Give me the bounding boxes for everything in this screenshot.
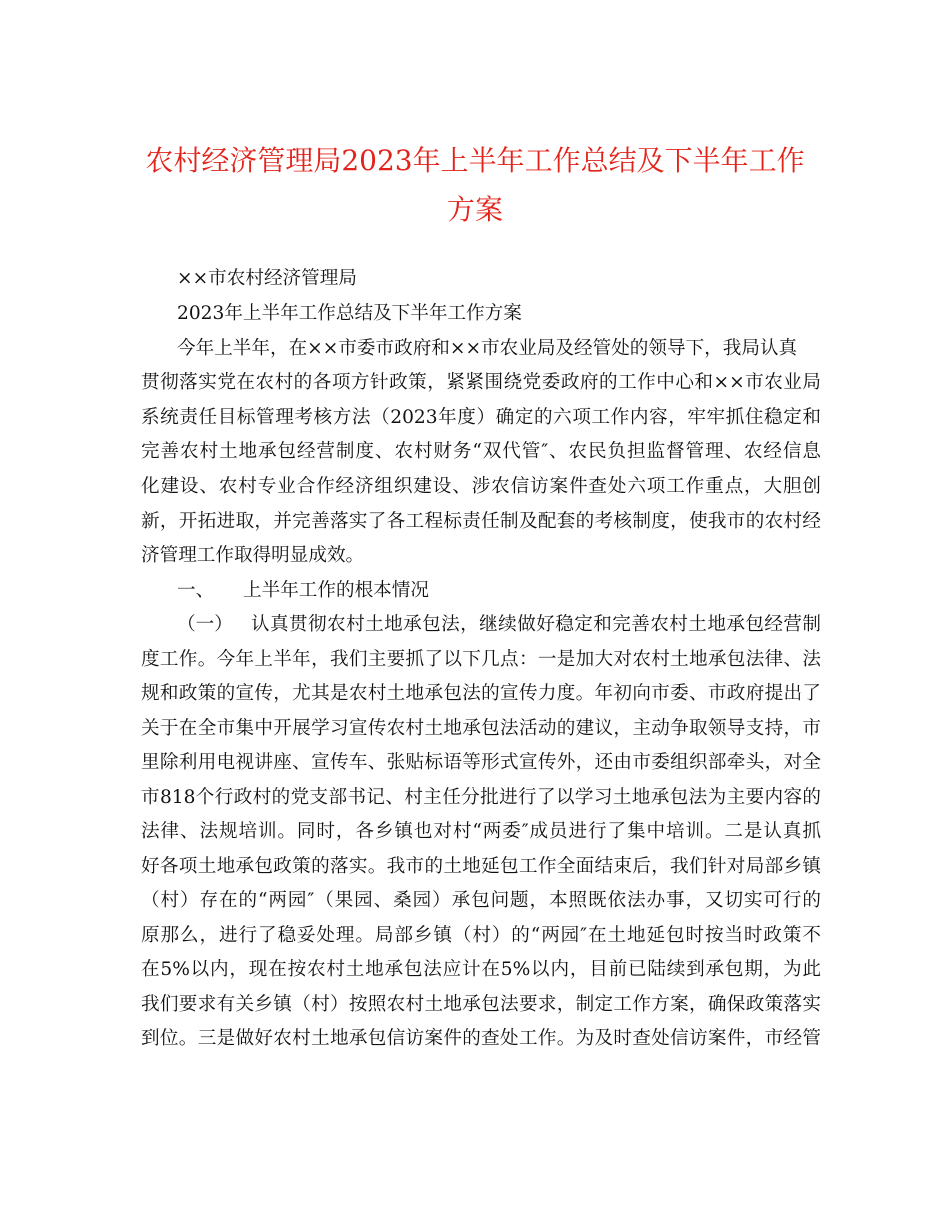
intro-line: 完善农村土地承包经营制度、农村财务“双代管″、农民负担监督管理、农经信息 (141, 441, 821, 462)
paragraph-line: 市818个行政村的党支部书记、村主任分批进行了以学习土地承包法为主要内容的 (141, 787, 821, 808)
paragraph-line: 关于在全市集中开展学习宣传农村土地承包法活动的建议，主动争取领导支持，市 (141, 718, 821, 739)
intro-line: 化建设、农村专业合作经济组织建设、涉农信访案件查处六项工作重点，大胆创 (141, 476, 821, 497)
org-name: ××市农村经济管理局 (177, 268, 357, 289)
intro-line: 系统责任目标管理考核方法（2023年度）确定的六项工作内容，牢牢抓住稳定和 (141, 407, 821, 428)
subsection-1-first-line: 认真贯彻农村土地承包法，继续做好稳定和完善农村土地承包经营制 (251, 614, 821, 635)
paragraph-line: 法律、法规培训。同时，各乡镇也对村“两委″成员进行了集中培训。二是认真抓 (141, 821, 821, 842)
intro-line: 今年上半年，在××市委市政府和××市农业局及经管处的领导下，我局认真 (177, 338, 798, 359)
paragraph-line: 到位。三是做好农村土地承包信访案件的查处工作。为及时查处信访案件，市经管 (141, 1028, 821, 1049)
document-title-line-2: 方案 (446, 193, 503, 226)
section-1-number: 一、 (177, 580, 215, 601)
paragraph-line: 好各项土地承包政策的落实。我市的土地延包工作全面结束后，我们针对局部乡镇 (141, 856, 821, 877)
paragraph-line: （村）存在的“两园″（果园、桑园）承包问题，本照既依法办事，又切实可行的 (141, 890, 821, 911)
document-title-line-1: 农村经济管理局2023年上半年工作总结及下半年工作 (145, 144, 805, 177)
paragraph-line: 原那么，进行了稳妥处理。局部乡镇（村）的“两园″在土地延包时按当时政策不 (141, 925, 821, 946)
doc-subtitle: 2023年上半年工作总结及下半年工作方案 (177, 303, 522, 324)
intro-line: 济管理工作取得明显成效。 (141, 545, 365, 566)
paragraph-line: 里除利用电视讲座、宣传车、张贴标语等形式宣传外，还由市委组织部牵头，对全 (141, 752, 821, 773)
intro-line: 贯彻落实党在农村的各项方针政策，紧紧围绕党委政府的工作中心和××市农业局 (141, 372, 821, 393)
subsection-1-number: （一） (177, 614, 233, 635)
paragraph-line: 在5%以内，现在按农村土地承包法应计在5%以内，目前已陆续到承包期，为此 (141, 959, 821, 980)
section-1-title: 上半年工作的根本情况 (243, 580, 429, 601)
paragraph-line: 度工作。今年上半年，我们主要抓了以下几点：一是加大对农村土地承包法律、法 (141, 649, 821, 670)
intro-line: 新，开拓进取，并完善落实了各工程标责任制及配套的考核制度，使我市的农村经 (141, 511, 821, 532)
paragraph-line: 规和政策的宣传，尤其是农村土地承包法的宣传力度。年初向市委、市政府提出了 (141, 683, 821, 704)
paragraph-line: 我们要求有关乡镇（村）按照农村土地承包法要求，制定工作方案，确保政策落实 (141, 994, 821, 1015)
